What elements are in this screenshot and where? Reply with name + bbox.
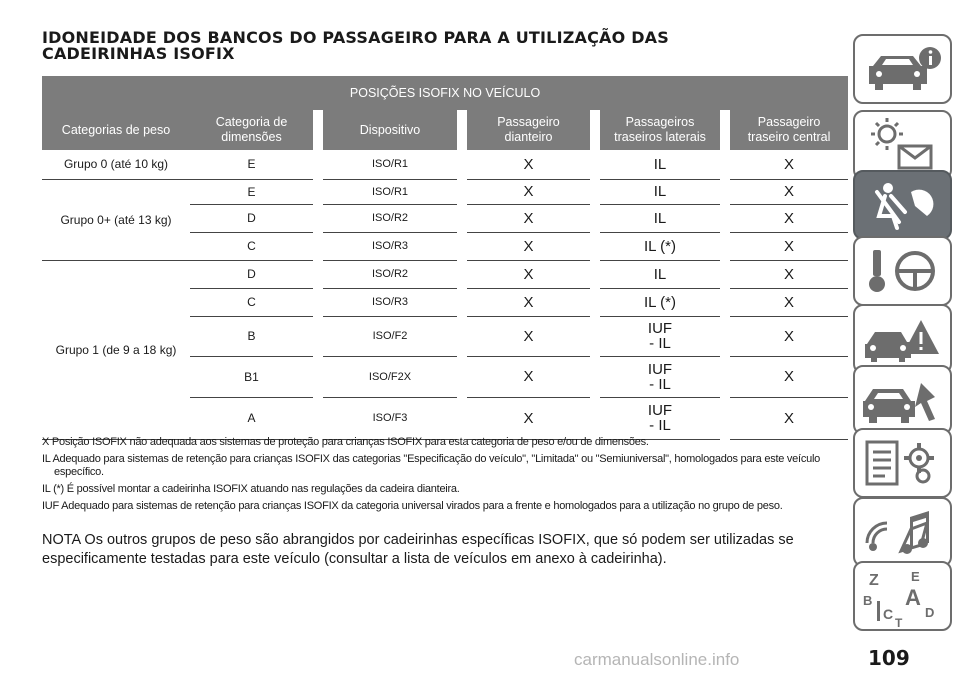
size-cell: D (190, 204, 313, 232)
weight-group: Grupo 0 (até 10 kg) (42, 150, 190, 179)
table-row (42, 260, 848, 288)
weight-group: Grupo 1 (de 9 a 18 kg) (42, 260, 190, 439)
tab-multimedia[interactable] (853, 497, 952, 567)
index-letter: A (905, 585, 921, 610)
header-size-category: Categoria de dimensões (190, 110, 313, 150)
tab-car-service[interactable] (853, 365, 952, 435)
rear-center-cell: X (730, 316, 848, 356)
rear-center-cell: X (730, 204, 848, 232)
index-letter: D (925, 605, 935, 620)
seat-safety-icon (855, 172, 950, 238)
front-cell: X (467, 232, 590, 260)
front-cell: X (467, 179, 590, 204)
rear-center-cell: X (730, 260, 848, 288)
rear-side-cell: IUF - IL (600, 397, 720, 439)
rear-side-cell: IL (*) (600, 288, 720, 316)
size-cell: B (190, 316, 313, 356)
car-info-icon (855, 36, 950, 102)
tab-emergency[interactable] (853, 304, 952, 374)
warning-lights-icon (855, 112, 950, 178)
front-cell: X (467, 397, 590, 439)
front-cell: X (467, 204, 590, 232)
weight-group: Grupo 0+ (até 13 kg) (42, 179, 190, 260)
size-cell: C (190, 232, 313, 260)
header-rear-center-passenger: Passageiro traseiro central (730, 110, 848, 150)
index-letter: T (895, 616, 903, 629)
rear-side-cell: IL (*) (600, 232, 720, 260)
front-cell: X (467, 150, 590, 179)
header-device: Dispositivo (323, 110, 457, 150)
device-cell: ISO/R1 (323, 150, 457, 179)
key-steering-icon (855, 238, 950, 304)
rear-center-cell: X (730, 179, 848, 204)
table-row (42, 179, 848, 204)
tab-specs-gear[interactable] (853, 428, 952, 498)
index-letter: C (883, 606, 894, 622)
rear-side-cell: IL (600, 150, 720, 179)
device-cell: ISO/F2 (323, 316, 457, 356)
page-title (42, 30, 822, 62)
isofix-table (42, 76, 848, 440)
note-x: X Posição ISOFIX não adequada aos sistemas de proteção para crianças ISOFIX para esta categoria de peso e/ou de dimensões. (42, 436, 649, 448)
index-letters-icon (855, 563, 950, 629)
page-number: 109 (868, 646, 910, 670)
tab-car-info[interactable] (853, 34, 952, 104)
note-iuf: IUF Adequado para sistemas de retenção para crianças ISOFIX da categoria universal virados para a frente e homologados para a utilização no grupo de peso. (42, 500, 783, 512)
car-service-icon (855, 367, 950, 433)
rear-center-cell: X (730, 397, 848, 439)
header-front-passenger: Passageiro dianteiro (467, 110, 590, 150)
device-cell: ISO/R3 (323, 288, 457, 316)
rear-side-cell: IL (600, 204, 720, 232)
rear-center-cell: X (730, 232, 848, 260)
watermark: carmanualsonline.info (574, 650, 740, 669)
rear-center-cell: X (730, 288, 848, 316)
header-weight-category: Categorias de peso (42, 110, 190, 150)
rear-side-cell: IL (600, 260, 720, 288)
rear-side-cell: IL (600, 179, 720, 204)
device-cell: ISO/F2X (323, 356, 457, 397)
device-cell: ISO/R2 (323, 260, 457, 288)
rear-side-cell: IUF - IL (600, 356, 720, 397)
size-cell: D (190, 260, 313, 288)
title-line-1: IDONEIDADE DOS BANCOS DO PASSAGEIRO PARA A UTILIZAÇÃO DAS (42, 28, 669, 47)
note-il-star: IL (*) É possível montar a cadeirinha ISOFIX atuando nas regulações da cadeira dianteira. (42, 483, 460, 495)
rear-center-cell: X (730, 356, 848, 397)
nota-paragraph: NOTA Os outros grupos de peso são abrangidos por cadeirinhas específicas ISOFIX, que só podem ser utilizadas se especificamente testadas para este veículo (consultar a lista de veículos em anexo à cadeirinha). (42, 532, 794, 567)
emergency-icon (855, 306, 950, 372)
rear-center-cell: X (730, 150, 848, 179)
size-cell: C (190, 288, 313, 316)
specs-gear-icon (855, 430, 950, 496)
front-cell: X (467, 260, 590, 288)
front-cell: X (467, 356, 590, 397)
table-main-header: POSIÇÕES ISOFIX NO VEÍCULO (42, 76, 848, 110)
size-cell: B1 (190, 356, 313, 397)
size-cell: A (190, 397, 313, 439)
multimedia-icon (855, 499, 950, 565)
front-cell: X (467, 316, 590, 356)
table-legend (42, 436, 832, 517)
index-letter: E (911, 569, 920, 584)
tab-key-steering[interactable] (853, 236, 952, 306)
tab-index[interactable] (853, 561, 952, 631)
device-cell: ISO/R2 (323, 204, 457, 232)
size-cell: E (190, 150, 313, 179)
index-letter: Z (869, 572, 879, 589)
chapter-nav (853, 0, 960, 678)
note-il: IL Adequado para sistemas de retenção para crianças ISOFIX das categorias "Especificação do veículo", "Limitada" ou "Semiuniversal", homologados para este veículo específico. (42, 453, 821, 478)
device-cell: ISO/R3 (323, 232, 457, 260)
front-cell: X (467, 288, 590, 316)
table-row (42, 150, 848, 179)
header-rear-side-passengers: Passageiros traseiros laterais (600, 110, 720, 150)
tab-seat-safety[interactable] (853, 170, 952, 240)
size-cell: E (190, 179, 313, 204)
device-cell: ISO/F3 (323, 397, 457, 439)
rear-side-cell: IUF - IL (600, 316, 720, 356)
index-letter: B (863, 593, 873, 608)
device-cell: ISO/R1 (323, 179, 457, 204)
title-line-2: CADEIRINHAS ISOFIX (42, 44, 235, 63)
